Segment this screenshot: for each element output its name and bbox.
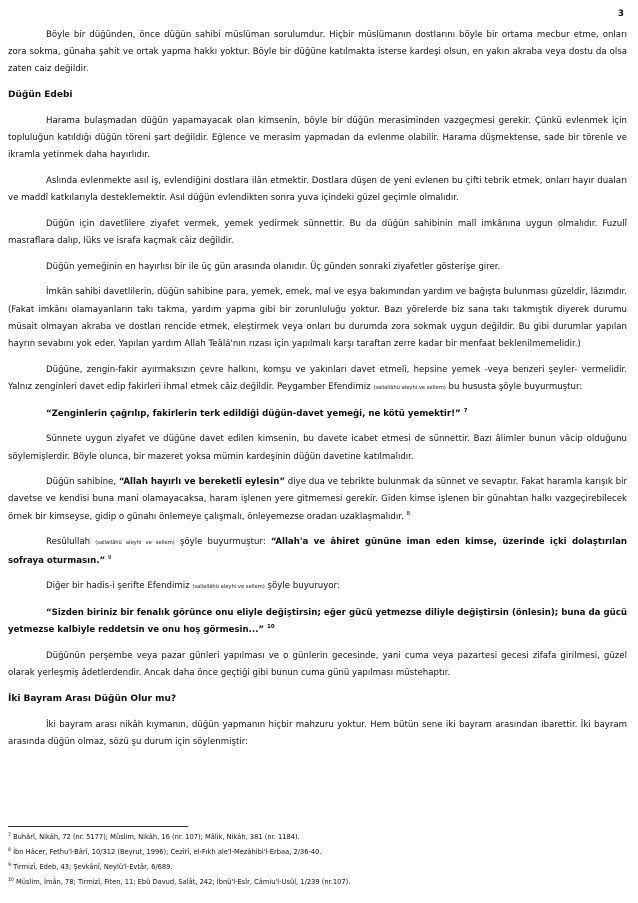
- footnote-separator: [8, 826, 188, 827]
- paragraph-another-hadith-intro: Diğer bir hadis-i şerifte Efendimiz: [46, 581, 193, 592]
- hadith-quote-text: “Zenginlerin çağrılıp, fakirlerin terk edildiği düğün-davet yemeği, ne kötü yemektir!”: [46, 408, 461, 419]
- paragraph-wedding-host: Böyle bir düğünden, önce düğün sahibi müslüman sorulumdur. Hiçbir müslümanın dostlarını böyle bir ortama mecbur etme, onları zora sokma, günaha şahit ve ortak yapma hakkı yoktur. Böyle bir düğüne katılmakta isterse kardeşi olsun, en yakın akraba veya dostu da olsa zaten caiz değildir.: [8, 30, 627, 75]
- salawat-note: (sallallâhü aleyhi ve sellem): [192, 584, 265, 591]
- footnote-text: Müslim, İmân, 78; Tirmizî, Fiten, 11; Ebû Davud, Salât, 242; İbnü'l-Esîr, Câmiu'l-Usûl, 1/239 (nr.107).: [16, 878, 351, 886]
- hadith-quote-rich-poor: [8, 406, 627, 423]
- footnote-text: Tirmizî, Edeb, 43; Şevkânî, Neylü'l-Evtâr, 6/689.: [13, 863, 173, 871]
- paragraph-avoid-haram: Harama bulaşmadan düğün yapamayacak olan kimsenin, böyle bir düğün merasiminden vazgeçmesi gerekir. Çünkü evlenmek için topluluğun katıldığı düğün töreni şart değildir. Eğlence ve merasim yapmadan da evlenme olabilir. Harama düşmektense, sade bir törenle ve ikramla yetinmek daha hayırlıdır.: [8, 115, 627, 161]
- footnotes: [8, 830, 627, 890]
- footnote-9: [8, 860, 627, 875]
- footnote-number: 7: [8, 833, 11, 838]
- footnote-text: Buhârî, Nikâh, 72 (nr. 5177); Müslim, Nikâh, 16 (nr. 107); Mâlik, Nikâh, 381 (nr. 1184).: [13, 833, 300, 841]
- paragraph-rasulullah: [8, 534, 627, 569]
- footnote-ref-9: 9: [107, 554, 112, 561]
- salawat-note: (sallallâhü aleyhi ve sellem): [95, 540, 175, 547]
- paragraph-rasulullah-intro: Resûlullah: [46, 537, 96, 548]
- page-body: [8, 27, 627, 759]
- footnote-ref-10: 10: [267, 624, 275, 631]
- paragraph-invite-all: [8, 362, 627, 397]
- footnote-7: [8, 830, 627, 845]
- footnote-ref-7: 7: [463, 407, 468, 414]
- paragraph-wedding-days: Düğünün perşembe veya pazar günleri yapılması ve o günlerin gecesinde, yani cuma veya pazartesi gecesi zifafa girilmesi, güzel olarak yerleşmiş âdetlerdendir. Ancak daha önce geçtiği gibi bunun cuma günü yapılması müstehaptır.: [8, 650, 627, 679]
- footnote-number: 8: [8, 848, 11, 853]
- paragraph-congratulate-text: diye dua ve tebrikte bulunmak da sünnet ve sevaptır. Fakat haramla karışık bir davetse ve kendisi buna mani olamayacaksa, haram işlenen yere gitmemesi gerekir. Giden kimse işlenen bir günahtan halkı vazgeçirebilecek örnek bir kimseyse, gidip o günahı önlemeye çalışmalı, önleyemezse oradan uzaklaşmalıdır.: [8, 477, 628, 522]
- paragraph-another-hadith: [8, 578, 627, 596]
- footnote-text: İbn Hâcer, Fethu'l-Bârî, 10/312 (Beyrut, 1996); Cezîrî, el-Fıkh ale'l-Mezâhibi'l-Erbaa, 2/36-40.: [13, 848, 322, 856]
- footnote-8: [8, 845, 627, 860]
- paragraph-announce-marriage: Aslında evlenmekte asıl iş, evlendiğini dostlara ilân etmektir. Dostlara düşen de yeni evlenen bu çifti tebrik etmek, onları hayır duaları ve maddî katkılarıyla desteklemektir. Asıl düğün evlendikten sonra yuva içindeki güzel geçimle olmalıdır.: [8, 175, 627, 204]
- paragraph-guest-help: İmkân sahibi davetlilerin, düğün sahibine para, yemek, emek, mal ve eşya bakımından yardım ve bağışta bulunması güzeldir, lâzımdır. (Fakat imkânı olamayanların takı takma, yardım yapma gibi bir zorunluluğu yoktur. Bazı yörelerde biz sana takı takmıştık diyerek durumu müsait olmayan akraba ve dostları rencide etmek, eleştirmek veya onları bu durumda zora sokmak uygun değildir. Bu gibi durumlar yapılan hayrın sevabını yok eder. Yapılan yardım Allah Teâlâ'nın rızası için yapılmalı karşı taraftan zerre kadar bir menfaat beklenilmemelidir.): [8, 287, 627, 350]
- dua-quote: “Allah hayırlı ve bereketli eylesin”: [118, 477, 286, 488]
- hadith-quote-alcohol: “Allah'a ve âhiret gününe iman eden kimse, üzerinde içki dolaştırılan sofraya oturmasın.”: [8, 537, 627, 566]
- paragraph-invite-all-text: Düğüne, zengin-fakir ayırmaksızın çevre halkını, komşu ve yakınları davet etmeli, hepsine yemek -veya benzeri şeyler- vermelidir. Yalnız zenginleri davet edip fakirleri ihmal etmek câiz değildir. Peygamber Efendimiz: [8, 364, 627, 392]
- page-number: 3: [617, 9, 624, 19]
- paragraph-accept-invitation: Sünnete uygun ziyafet ve düğüne davet edilen kimsenin, bu davete icabet etmesi de sünnettir. Bazı âlimler bunun vâcip olduğunu söylemişlerdir. Böyle olunca, bir mazeret yoksa mümin kardeşinin düğün davetine katılmalıdır.: [8, 434, 627, 462]
- paragraph-feast-duration: Düğün yemeğinin en hayırlısı bir ile üç gün arasında olanıdır. Üç günden sonraki ziyafetler gösterişe girer.: [46, 261, 501, 272]
- heading-two-eids: İki Bayram Arası Düğün Olur mu?: [8, 693, 177, 704]
- hadith-quote-text: “Sizden biriniz bir fenalık görünce onu eliyle değiştirsin; eğer gücü yetmezse diliyle değiştirsin (önlesin); buna da gücü yetmezse kalbiyle reddetsin ve onu hoş görmesin...”: [8, 607, 627, 636]
- paragraph-another-hadith-tail: şöyle buyuruyor:: [264, 581, 340, 592]
- paragraph-two-eids: İki bayram arası nikâh kıymanın, düğün yapmanın hiçbir mahzuru yoktur. Hem bütün sene iki bayram arasından ibarettir. İki bayram arasında düğün olmaz, sözü şu durum için söylenmiştir:: [8, 719, 627, 747]
- paragraph-congratulate: [8, 474, 627, 526]
- paragraph-congratulate-intro: Düğün sahibine,: [46, 477, 119, 488]
- paragraph-invite-all-tail: bu hususta şöyle buyurmuştur:: [445, 381, 583, 392]
- footnote-ref-8: 8: [406, 510, 410, 517]
- paragraph-rasulullah-said: şöyle buyurmuştur:: [174, 537, 271, 548]
- footnote-number: 9: [8, 863, 11, 868]
- salawat-note: (sallallâhü aleyhi ve sellem): [373, 384, 446, 391]
- paragraph-wedding-feast: Düğün için davetlilere ziyafet vermek, yemek yedirmek sünnettir. Bu da düğün sahibinin malî imkânına uygun olmalıdır. Fuzulî masraflara dalıp, lüks ve israfa kaçmak câiz değildir.: [8, 218, 627, 247]
- hadith-quote-change-evil: [8, 605, 627, 639]
- footnote-number: 10: [8, 878, 14, 883]
- footnote-10: [8, 875, 627, 890]
- heading-wedding-etiquette: Düğün Edebi: [8, 90, 73, 101]
